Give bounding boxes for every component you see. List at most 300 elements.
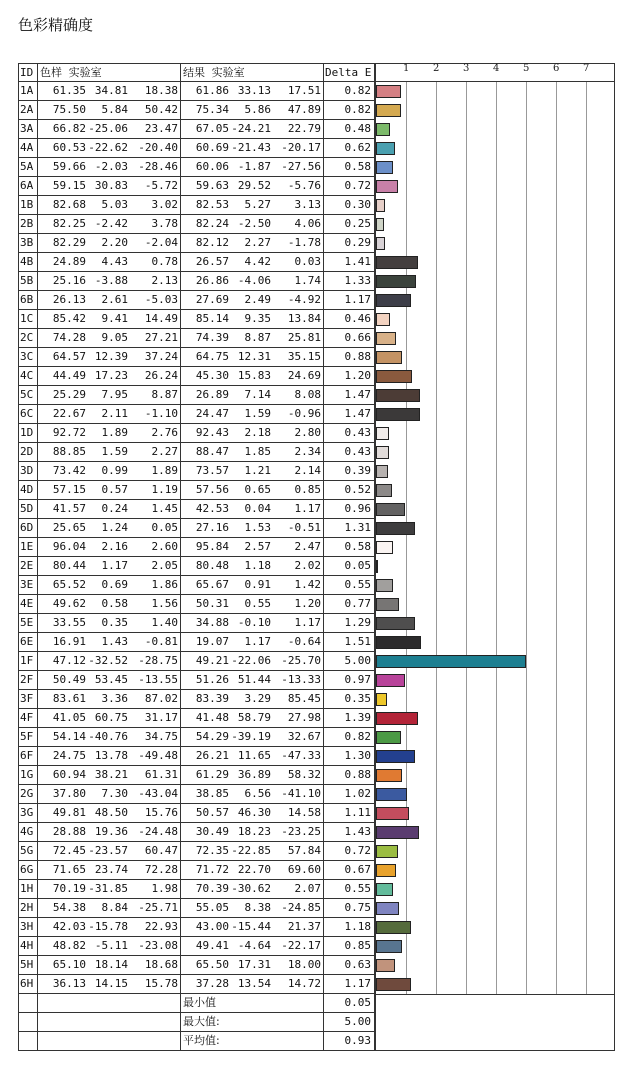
table-row: [18, 272, 375, 291]
sample-lab-value: 1.45: [151, 502, 178, 515]
result-lab-value: -24.85: [281, 901, 321, 914]
result-lab-value: -47.33: [281, 749, 321, 762]
result-lab-value: 67.05: [195, 122, 229, 135]
row-id: 1F: [20, 654, 34, 667]
row-id: 2D: [20, 445, 34, 458]
result-lab-value: 14.72: [287, 977, 321, 990]
row-id: 5B: [20, 274, 34, 287]
delta-e-value: 1.33: [344, 274, 371, 287]
result-lab-value: 95.84: [195, 540, 229, 553]
result-lab-value: -30.62: [231, 882, 271, 895]
result-lab-value: 61.86: [195, 84, 229, 97]
sample-lab-value: 82.25: [52, 217, 86, 230]
delta-e-value: 1.31: [344, 521, 371, 534]
delta-e-bar: [376, 522, 415, 535]
sample-lab-value: 2.16: [101, 540, 128, 553]
result-lab-value: 51.26: [195, 673, 229, 686]
result-lab-value: 80.48: [195, 559, 229, 572]
result-lab-value: 2.47: [294, 540, 321, 553]
result-lab-value: 71.72: [195, 863, 229, 876]
table-row: [18, 519, 375, 538]
sample-lab-value: 16.91: [52, 635, 86, 648]
result-lab-value: 88.47: [195, 445, 229, 458]
delta-e-value: 0.66: [344, 331, 371, 344]
result-lab-value: 0.55: [244, 597, 271, 610]
result-lab-value: 54.29: [195, 730, 229, 743]
result-lab-value: 64.75: [195, 350, 229, 363]
result-lab-value: -5.76: [287, 179, 321, 192]
row-id: 4D: [20, 483, 34, 496]
sample-lab-value: 64.57: [52, 350, 86, 363]
sample-lab-value: 75.50: [52, 103, 86, 116]
delta-e-bar: [376, 959, 395, 972]
delta-e-value: 0.25: [344, 217, 371, 230]
delta-e-bar: [376, 883, 393, 896]
result-lab-value: 3.13: [294, 198, 321, 211]
sample-lab-value: 80.44: [52, 559, 86, 572]
result-lab-value: 58.79: [237, 711, 271, 724]
sample-lab-value: -23.57: [88, 844, 128, 857]
delta-e-value: 0.77: [344, 597, 371, 610]
sample-lab-value: 48.50: [94, 806, 128, 819]
delta-e-value: 1.51: [344, 635, 371, 648]
table-row: [18, 367, 375, 386]
delta-e-value: 1.02: [344, 787, 371, 800]
sample-lab-value: 60.53: [52, 141, 86, 154]
sample-lab-value: 3.02: [151, 198, 178, 211]
delta-e-bar: [376, 180, 398, 193]
delta-e-bar: [376, 940, 402, 953]
result-lab-value: 1.59: [244, 407, 271, 420]
row-id: 4B: [20, 255, 34, 268]
delta-e-value: 0.85: [344, 939, 371, 952]
result-lab-value: 5.86: [244, 103, 271, 116]
delta-e-value: 0.58: [344, 160, 371, 173]
delta-e-value: 0.72: [344, 844, 371, 857]
table-row: [18, 348, 375, 367]
sample-lab-value: 66.82: [52, 122, 86, 135]
sample-lab-value: 5.84: [101, 103, 128, 116]
sample-lab-value: 0.78: [151, 255, 178, 268]
sample-lab-value: 54.14: [52, 730, 86, 743]
result-lab-value: 38.85: [195, 787, 229, 800]
summary-label: 平均值:: [183, 1034, 220, 1047]
table-row: [18, 975, 375, 994]
result-lab-value: 2.18: [244, 426, 271, 439]
gridline: [556, 82, 557, 994]
row-id: 3A: [20, 122, 34, 135]
table-row: [18, 253, 375, 272]
table-row: [18, 937, 375, 956]
result-lab-value: 22.70: [237, 863, 271, 876]
sample-lab-value: 1.43: [101, 635, 128, 648]
table-row: [18, 500, 375, 519]
result-lab-value: 0.65: [244, 483, 271, 496]
delta-e-bar: [376, 104, 401, 117]
x-tick-label: 6: [553, 63, 560, 74]
sample-lab-value: 5.03: [101, 198, 128, 211]
row-id: 2H: [20, 901, 34, 914]
sample-lab-value: 57.15: [52, 483, 86, 496]
sample-lab-value: -28.46: [138, 160, 178, 173]
sample-lab-value: 70.19: [52, 882, 86, 895]
result-lab-value: -1.87: [237, 160, 271, 173]
result-lab-value: 55.05: [195, 901, 229, 914]
row-id: 5D: [20, 502, 34, 515]
header-result: 结果 实验室: [183, 66, 245, 79]
gridline: [496, 82, 497, 994]
result-lab-value: 65.50: [195, 958, 229, 971]
sample-lab-value: 24.75: [52, 749, 86, 762]
table-row: [18, 728, 375, 747]
delta-e-bar: [376, 332, 396, 345]
row-id: 6G: [20, 863, 34, 876]
x-tick-label: 5: [523, 63, 530, 74]
result-lab-value: 72.35: [195, 844, 229, 857]
result-lab-value: 75.34: [195, 103, 229, 116]
table-row: [18, 386, 375, 405]
sample-lab-value: -28.75: [138, 654, 178, 667]
sample-lab-value: 59.66: [52, 160, 86, 173]
sample-lab-value: 72.45: [52, 844, 86, 857]
result-lab-value: 2.49: [244, 293, 271, 306]
sample-lab-value: -20.40: [138, 141, 178, 154]
sample-lab-value: 65.10: [52, 958, 86, 971]
sample-lab-value: -31.85: [88, 882, 128, 895]
row-id: 2C: [20, 331, 34, 344]
table-row: [18, 633, 375, 652]
sample-lab-value: 2.61: [101, 293, 128, 306]
delta-e-value: 1.20: [344, 369, 371, 382]
row-id: 5F: [20, 730, 34, 743]
result-lab-value: 22.79: [287, 122, 321, 135]
delta-e-value: 0.35: [344, 692, 371, 705]
table-row: [18, 709, 375, 728]
result-lab-value: 85.45: [287, 692, 321, 705]
sample-lab-value: 25.16: [52, 274, 86, 287]
result-lab-value: 37.28: [195, 977, 229, 990]
header-id: ID: [20, 66, 34, 79]
delta-e-value: 0.48: [344, 122, 371, 135]
sample-lab-value: 41.05: [52, 711, 86, 724]
summary-divider: [375, 994, 615, 995]
table-row: [18, 139, 375, 158]
row-id: 1E: [20, 540, 34, 553]
delta-e-bar: [376, 427, 389, 440]
sample-lab-value: -13.55: [138, 673, 178, 686]
delta-e-bar: [376, 978, 411, 991]
row-id: 5H: [20, 958, 34, 971]
delta-e-bar: [376, 788, 407, 801]
sample-lab-value: 60.47: [144, 844, 178, 857]
sample-lab-value: -25.06: [88, 122, 128, 135]
result-lab-value: 2.34: [294, 445, 321, 458]
sample-lab-value: 14.49: [144, 312, 178, 325]
delta-e-value: 1.11: [344, 806, 371, 819]
sample-lab-value: 65.52: [52, 578, 86, 591]
result-lab-value: 18.00: [287, 958, 321, 971]
result-lab-value: 33.13: [237, 84, 271, 97]
delta-e-value: 0.55: [344, 578, 371, 591]
gridline: [586, 82, 587, 994]
sample-lab-value: -0.81: [144, 635, 178, 648]
sample-lab-value: -5.11: [94, 939, 128, 952]
result-lab-value: 0.91: [244, 578, 271, 591]
row-id: 5E: [20, 616, 34, 629]
sample-lab-value: 1.40: [151, 616, 178, 629]
delta-e-value: 0.82: [344, 84, 371, 97]
result-lab-value: 50.31: [195, 597, 229, 610]
sample-lab-value: 2.05: [151, 559, 178, 572]
result-lab-value: 82.12: [195, 236, 229, 249]
row-id: 1A: [20, 84, 34, 97]
result-lab-value: 69.60: [287, 863, 321, 876]
sample-lab-value: 2.60: [151, 540, 178, 553]
table-row: [18, 234, 375, 253]
sample-lab-value: 1.89: [101, 426, 128, 439]
result-lab-value: 8.08: [294, 388, 321, 401]
result-lab-value: 14.58: [287, 806, 321, 819]
delta-e-bar: [376, 674, 405, 687]
result-lab-value: 2.14: [294, 464, 321, 477]
table-row: [18, 101, 375, 120]
table-row: [18, 956, 375, 975]
table-row: [18, 804, 375, 823]
table-row: [18, 177, 375, 196]
result-lab-value: 6.56: [244, 787, 271, 800]
result-lab-value: 24.69: [287, 369, 321, 382]
sample-lab-value: 15.78: [144, 977, 178, 990]
sample-lab-value: -5.03: [144, 293, 178, 306]
result-lab-value: 74.39: [195, 331, 229, 344]
delta-e-value: 0.05: [344, 559, 371, 572]
delta-e-value: 0.55: [344, 882, 371, 895]
sample-lab-value: 83.61: [52, 692, 86, 705]
sample-lab-value: 7.30: [101, 787, 128, 800]
row-id: 4E: [20, 597, 34, 610]
delta-e-bar: [376, 902, 399, 915]
result-lab-value: 27.16: [195, 521, 229, 534]
delta-e-value: 0.43: [344, 426, 371, 439]
sample-lab-value: 22.93: [144, 920, 178, 933]
sample-lab-value: 18.38: [144, 84, 178, 97]
delta-e-bar: [376, 807, 409, 820]
result-lab-value: 2.07: [294, 882, 321, 895]
sample-lab-value: 0.57: [101, 483, 128, 496]
delta-e-value: 0.82: [344, 730, 371, 743]
sample-lab-value: -2.04: [144, 236, 178, 249]
row-id: 6F: [20, 749, 34, 762]
sample-lab-value: 12.39: [94, 350, 128, 363]
row-id: 4G: [20, 825, 34, 838]
delta-e-bar: [376, 294, 411, 307]
sample-lab-value: 61.35: [52, 84, 86, 97]
table-row: [18, 329, 375, 348]
delta-e-value: 1.17: [344, 977, 371, 990]
row-id: 1H: [20, 882, 34, 895]
delta-e-value: 0.58: [344, 540, 371, 553]
delta-e-bar: [376, 693, 387, 706]
result-lab-value: 1.17: [294, 502, 321, 515]
result-lab-value: 26.21: [195, 749, 229, 762]
gridline: [466, 82, 467, 994]
table-row: [18, 652, 375, 671]
result-lab-value: -23.25: [281, 825, 321, 838]
sample-lab-value: 27.21: [144, 331, 178, 344]
result-lab-value: 32.67: [287, 730, 321, 743]
sample-lab-value: 1.86: [151, 578, 178, 591]
row-id: 2G: [20, 787, 34, 800]
sample-lab-value: -43.04: [138, 787, 178, 800]
sample-lab-value: 3.36: [101, 692, 128, 705]
sample-lab-value: 2.20: [101, 236, 128, 249]
sample-lab-value: 8.87: [151, 388, 178, 401]
delta-e-bar: [376, 750, 415, 763]
sample-lab-value: 96.04: [52, 540, 86, 553]
table-row: [18, 557, 375, 576]
delta-e-bar: [376, 370, 412, 383]
sample-lab-value: 22.67: [52, 407, 86, 420]
sample-lab-value: -23.08: [138, 939, 178, 952]
result-lab-value: 29.52: [237, 179, 271, 192]
row-id: 3F: [20, 692, 34, 705]
result-lab-value: 0.03: [294, 255, 321, 268]
delta-e-bar: [376, 769, 402, 782]
sample-lab-value: -25.71: [138, 901, 178, 914]
gridline: [436, 82, 437, 994]
row-id: 1G: [20, 768, 34, 781]
result-lab-value: 13.54: [237, 977, 271, 990]
result-lab-value: -21.43: [231, 141, 271, 154]
delta-e-bar: [376, 199, 385, 212]
row-id: 5C: [20, 388, 34, 401]
result-lab-value: 15.83: [237, 369, 271, 382]
sample-lab-value: 8.84: [101, 901, 128, 914]
sample-lab-value: 82.68: [52, 198, 86, 211]
delta-e-bar: [376, 256, 418, 269]
result-lab-value: -20.17: [281, 141, 321, 154]
delta-e-bar: [376, 446, 389, 459]
delta-e-value: 0.72: [344, 179, 371, 192]
x-tick-label: 1: [403, 63, 410, 74]
sample-lab-value: 26.13: [52, 293, 86, 306]
sample-lab-value: 49.81: [52, 806, 86, 819]
sample-lab-value: -2.42: [94, 217, 128, 230]
result-lab-value: 2.80: [294, 426, 321, 439]
delta-e-value: 1.29: [344, 616, 371, 629]
table-row: [18, 443, 375, 462]
page-title: 色彩精确度: [18, 16, 94, 34]
sample-lab-value: 2.76: [151, 426, 178, 439]
result-lab-value: 2.27: [244, 236, 271, 249]
sample-lab-value: 9.41: [101, 312, 128, 325]
header-sample: 色样 实验室: [40, 66, 102, 79]
chart-header-divider: [375, 81, 615, 82]
result-lab-value: 1.53: [244, 521, 271, 534]
x-tick-label: 2: [433, 63, 440, 74]
sample-lab-value: 2.11: [101, 407, 128, 420]
delta-e-bar: [376, 465, 388, 478]
sample-lab-value: 53.45: [94, 673, 128, 686]
delta-e-bar: [376, 484, 392, 497]
table-row: [18, 918, 375, 937]
summary-row: [18, 1013, 375, 1032]
result-lab-value: 42.53: [195, 502, 229, 515]
delta-e-bar: [376, 275, 416, 288]
result-lab-value: 26.86: [195, 274, 229, 287]
delta-e-bar: [376, 541, 393, 554]
sample-lab-value: 73.42: [52, 464, 86, 477]
result-lab-value: 12.31: [237, 350, 271, 363]
result-lab-value: 49.21: [195, 654, 229, 667]
result-lab-value: 51.44: [237, 673, 271, 686]
row-id: 1B: [20, 198, 34, 211]
sample-lab-value: 26.24: [144, 369, 178, 382]
row-id: 3B: [20, 236, 34, 249]
result-lab-value: 0.04: [244, 502, 271, 515]
row-id: 5A: [20, 160, 34, 173]
result-lab-value: 41.48: [195, 711, 229, 724]
delta-e-value: 0.46: [344, 312, 371, 325]
row-id: 1D: [20, 426, 34, 439]
sample-lab-value: -5.72: [144, 179, 178, 192]
table-row: [18, 120, 375, 139]
sample-lab-value: 25.29: [52, 388, 86, 401]
result-lab-value: 26.89: [195, 388, 229, 401]
delta-e-bar: [376, 237, 385, 250]
sample-lab-value: 37.24: [144, 350, 178, 363]
delta-e-bar: [376, 123, 390, 136]
sample-lab-value: 50.49: [52, 673, 86, 686]
result-lab-value: -15.44: [231, 920, 271, 933]
delta-e-value: 0.43: [344, 445, 371, 458]
result-lab-value: 59.63: [195, 179, 229, 192]
sample-lab-value: -2.03: [94, 160, 128, 173]
summary-value: 0.05: [344, 996, 371, 1009]
sample-lab-value: 1.59: [101, 445, 128, 458]
row-id: 4C: [20, 369, 34, 382]
result-lab-value: 13.84: [287, 312, 321, 325]
result-lab-value: 34.88: [195, 616, 229, 629]
table-row: [18, 310, 375, 329]
table-row: [18, 823, 375, 842]
sample-lab-value: 1.56: [151, 597, 178, 610]
result-lab-value: 17.51: [287, 84, 321, 97]
row-id: 2A: [20, 103, 34, 116]
gridline: [406, 82, 407, 994]
result-lab-value: 82.53: [195, 198, 229, 211]
sample-lab-value: 60.94: [52, 768, 86, 781]
sample-lab-value: 23.74: [94, 863, 128, 876]
result-lab-value: 60.06: [195, 160, 229, 173]
sample-lab-value: 2.13: [151, 274, 178, 287]
result-lab-value: 0.85: [294, 483, 321, 496]
sample-lab-value: 30.83: [94, 179, 128, 192]
sample-lab-value: 33.55: [52, 616, 86, 629]
delta-e-value: 1.43: [344, 825, 371, 838]
sample-lab-value: 50.42: [144, 103, 178, 116]
sample-lab-value: -49.48: [138, 749, 178, 762]
delta-e-bar: [376, 313, 390, 326]
sample-lab-value: 41.57: [52, 502, 86, 515]
result-lab-value: 5.27: [244, 198, 271, 211]
row-id: 6H: [20, 977, 34, 990]
row-id: 1C: [20, 312, 34, 325]
sample-lab-value: 82.29: [52, 236, 86, 249]
delta-e-value: 0.75: [344, 901, 371, 914]
result-lab-value: 2.57: [244, 540, 271, 553]
result-lab-value: 57.56: [195, 483, 229, 496]
